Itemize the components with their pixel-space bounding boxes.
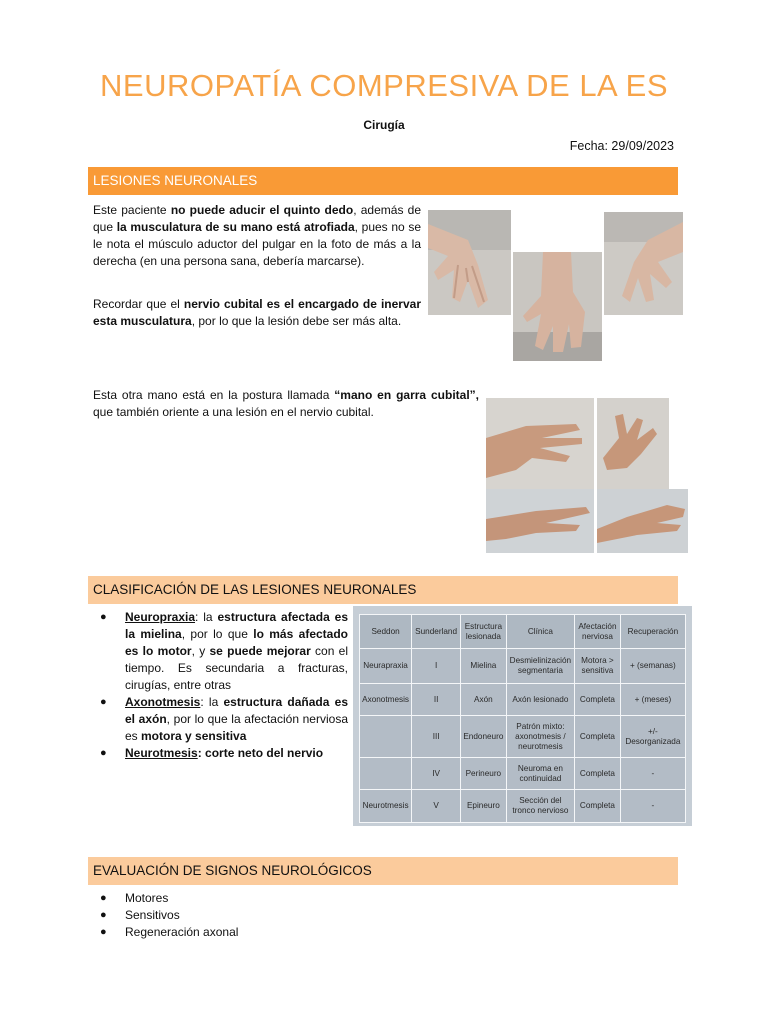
text-run: Recordar que el bbox=[93, 297, 184, 311]
list-item bbox=[93, 609, 348, 694]
text-run: : la bbox=[195, 610, 218, 624]
table-cell: Patrón mixto: axonotmesis / neurotmesis bbox=[506, 716, 574, 758]
text-run-bold: la musculatura de su mano está atrofiada bbox=[116, 220, 355, 234]
paragraph-paciente bbox=[93, 202, 421, 270]
table-row bbox=[360, 684, 686, 716]
text-run-bold: nervio cubital es el encargado de inervar esta musculatura bbox=[93, 297, 421, 328]
table-cell: II bbox=[412, 684, 461, 716]
table-cell: Completa bbox=[575, 758, 621, 790]
hand-photo-2 bbox=[513, 252, 602, 361]
table-row bbox=[360, 649, 686, 684]
text-run: con el tiempo. Es secundaria a fracturas, cirugías, entre otras bbox=[125, 644, 348, 692]
document-date: Fecha: 29/09/2023 bbox=[569, 139, 674, 153]
text-run-bold: se puede mejorar bbox=[209, 644, 311, 658]
text-run: , por lo que la lesión debe ser más alta. bbox=[191, 314, 402, 328]
section-heading-lesiones: LESIONES NEURONALES bbox=[88, 167, 678, 195]
table-cell: Epineuro bbox=[461, 790, 507, 823]
table-cell: Neuroma en continuidad bbox=[506, 758, 574, 790]
text-run-bold: estructura dañada es el axón bbox=[125, 695, 349, 726]
table-header-cell: Sunderland bbox=[412, 615, 461, 649]
classification-table-image bbox=[353, 606, 692, 826]
table-cell: - bbox=[620, 790, 685, 823]
hand-photo-3 bbox=[604, 212, 683, 315]
text-run-bold: motora y sensitiva bbox=[141, 729, 247, 743]
table-cell: I bbox=[412, 649, 461, 684]
table-cell: Desmielinización segmentaria bbox=[506, 649, 574, 684]
term-axonotmesis: Axonotmesis bbox=[125, 695, 201, 709]
table-cell: + (semanas) bbox=[620, 649, 685, 684]
table-cell: - bbox=[620, 758, 685, 790]
bullet-list-clasificacion bbox=[93, 609, 348, 762]
table-cell: Perineuro bbox=[461, 758, 507, 790]
table-cell: V bbox=[412, 790, 461, 823]
text-run: , además de que bbox=[93, 203, 421, 234]
text-run-bold: lo más afectado es lo motor bbox=[125, 627, 348, 658]
table-cell: Neurapraxia bbox=[360, 649, 412, 684]
table-cell: Mielina bbox=[461, 649, 507, 684]
document-title: NEUROPATÍA COMPRESIVA DE LA ES bbox=[100, 68, 668, 103]
text-run-bold: corte neto del nervio bbox=[205, 746, 324, 760]
table-cell: Neurotmesis bbox=[360, 790, 412, 823]
table-row bbox=[360, 716, 686, 758]
table-header-cell: Clínica bbox=[506, 615, 574, 649]
term-neuropraxia: Neuropraxia bbox=[125, 610, 196, 624]
list-item bbox=[93, 907, 493, 924]
text-run: Este paciente bbox=[93, 203, 171, 217]
table-cell: Endoneuro bbox=[461, 716, 507, 758]
bullet-dot-icon: ● bbox=[100, 611, 107, 623]
table-cell: Completa bbox=[575, 716, 621, 758]
table-cell: Completa bbox=[575, 684, 621, 716]
claw-hand-photo-3 bbox=[486, 489, 594, 553]
text-run: , por lo que bbox=[181, 627, 254, 641]
classification-table bbox=[359, 614, 686, 823]
claw-hand-photo-4-image bbox=[597, 489, 688, 553]
list-item bbox=[93, 694, 348, 745]
claw-hand-photo-1-image bbox=[486, 398, 594, 489]
table-cell: Axonotmesis bbox=[360, 684, 412, 716]
bullet-dot-icon: ● bbox=[100, 909, 107, 921]
table-cell: +/- Desorganizada bbox=[620, 716, 685, 758]
bullet-dot-icon: ● bbox=[100, 747, 107, 759]
list-item-label: Sensitivos bbox=[125, 908, 180, 922]
text-run: Esta otra mano está en la postura llamada bbox=[93, 388, 335, 402]
table-header-cell: Recuperación bbox=[620, 615, 685, 649]
text-run-bold: “mano en garra cubital”, bbox=[334, 388, 479, 402]
table-cell: III bbox=[412, 716, 461, 758]
table-cell: Axón bbox=[461, 684, 507, 716]
bullet-dot-icon: ● bbox=[100, 892, 107, 904]
table-cell: Completa bbox=[575, 790, 621, 823]
table-row bbox=[360, 758, 686, 790]
table-header-cell: Seddon bbox=[360, 615, 412, 649]
bullet-list-evaluacion bbox=[93, 890, 493, 941]
table-cell bbox=[360, 716, 412, 758]
table-header-cell: Estructura lesionada bbox=[461, 615, 507, 649]
claw-hand-photo-1 bbox=[486, 398, 594, 489]
hand-photo-2-image bbox=[513, 252, 602, 361]
bullet-dot-icon: ● bbox=[100, 926, 107, 938]
table-cell bbox=[360, 758, 412, 790]
paragraph-mano-garra bbox=[93, 387, 479, 421]
table-cell: + (meses) bbox=[620, 684, 685, 716]
hand-photo-3-image bbox=[604, 212, 683, 315]
bullet-dot-icon: ● bbox=[100, 696, 107, 708]
hand-photo-1 bbox=[428, 210, 511, 315]
table-cell: Motora > sensitiva bbox=[575, 649, 621, 684]
list-item bbox=[93, 745, 348, 762]
list-item bbox=[93, 924, 493, 941]
table-header-row bbox=[360, 615, 686, 649]
document-subject: Cirugía bbox=[363, 118, 405, 132]
hand-photo-1-image bbox=[428, 210, 511, 315]
text-run: , y bbox=[191, 644, 210, 658]
claw-hand-photo-2-image bbox=[597, 398, 669, 489]
text-run: : la bbox=[200, 695, 224, 709]
section-heading-clasificacion: CLASIFICACIÓN DE LAS LESIONES NEURONALES bbox=[88, 576, 678, 604]
claw-hand-photo-2 bbox=[597, 398, 669, 489]
claw-hand-photo-4 bbox=[597, 489, 688, 553]
text-run-bold: estructura afectada es la mielina bbox=[125, 610, 348, 641]
list-item-label: Regeneración axonal bbox=[125, 925, 239, 939]
term-neurotmesis: Neurotmesis bbox=[125, 746, 198, 760]
table-cell: Axón lesionado bbox=[506, 684, 574, 716]
text-run-bold: no puede aducir el quinto dedo bbox=[170, 203, 354, 217]
table-cell: Sección del tronco nervioso bbox=[506, 790, 574, 823]
table-header-cell: Afectación nerviosa bbox=[575, 615, 621, 649]
table-row bbox=[360, 790, 686, 823]
list-item-label: Motores bbox=[125, 891, 169, 905]
text-run: , pues no se le nota el músculo aductor del pulgar en la foto de más a la derecha (en una persona sana, debería marcarse). bbox=[93, 220, 422, 268]
table-cell: IV bbox=[412, 758, 461, 790]
paragraph-recordar bbox=[93, 296, 421, 330]
section-heading-evaluacion: EVALUACIÓN DE SIGNOS NEUROLÓGICOS bbox=[88, 857, 678, 885]
list-item bbox=[93, 890, 493, 907]
claw-hand-photo-3-image bbox=[486, 489, 594, 553]
text-run: , por lo que la afectación nerviosa es bbox=[125, 712, 348, 743]
text-run: que también oriente a una lesión en el nervio cubital. bbox=[93, 405, 374, 419]
text-run-bold: : bbox=[197, 746, 206, 760]
